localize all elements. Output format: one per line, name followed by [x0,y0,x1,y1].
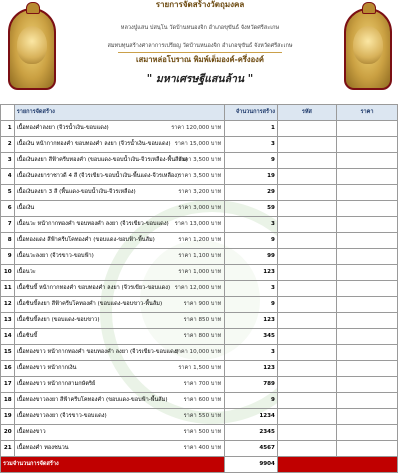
row-item [14,345,225,361]
row-number: 21 [1,441,15,457]
row-price: ราคา 1,200 บาท [178,237,222,243]
row-code-cell [277,265,336,281]
total-spacer [277,457,397,473]
row-item-name: เนื้อชินขี้ลงยา สีฟ้าครีบโคทองคำ (ขอบแดง-ขอบขาว-พื้นส้ม) [16,301,163,307]
row-quantity: 123 [225,361,278,377]
row-code-cell [277,345,336,361]
row-code-cell [277,313,336,329]
column-header-quantity: จำนวนการสร้าง [225,105,278,121]
row-item [14,377,225,393]
row-item-name: เนื้อเงินลงยา 3 สี (พื้นแดง-ขอบน้ำเงิน-จีวรเหลือง) [16,189,136,195]
table-row [1,281,398,297]
row-code-cell [277,233,336,249]
row-price: ราคา 850 บาท [183,317,222,323]
row-number: 4 [1,169,15,185]
row-price: ราคา 120,000 บาท [171,125,222,131]
row-item [14,441,225,457]
row-item [14,313,225,329]
row-code-cell [277,137,336,153]
row-number: 17 [1,377,15,393]
row-item [14,409,225,425]
row-number: 20 [1,425,15,441]
table-row [1,441,398,457]
row-number: 2 [1,137,15,153]
amulet-name: เสมาหล่อโบราณ พิมพ์เต็มองค์-ครึ่งองค์ [136,55,264,64]
row-quantity: 4567 [225,441,278,457]
row-number: 14 [1,329,15,345]
row-code-cell [277,249,336,265]
row-quantity: 9 [225,297,278,313]
row-price-cell [336,233,397,249]
row-code-cell [277,169,336,185]
row-price: ราคา 500 บาท [183,429,222,435]
row-code-cell [277,409,336,425]
row-price: ราคา 800 บาท [183,333,222,339]
row-price: ราคา 3,000 บาท [178,205,222,211]
row-price-cell [336,201,397,217]
poster-header [0,0,400,102]
poster-title: รายการจัดสร้างวัตถุมงคล [155,0,245,9]
row-item-name: เนื้อเงินลงยา สีฟ้าครีบทองคำ (ขอบแดง-ขอบน้ำเงิน-จีวรเหลือง-พื้นสีส้ม) [16,157,188,163]
row-price: ราคา 3,500 บาท [178,173,222,179]
row-item [14,249,225,265]
row-item-name: เนื้อชินขี้ [16,333,38,339]
row-quantity: 29 [225,185,278,201]
row-item-name: เนื้อทองขาว หน้ากากเงิน [16,365,77,371]
row-number: 10 [1,265,15,281]
row-price-cell [336,329,397,345]
row-price-cell [336,281,397,297]
row-item-name: เนื้อทองขาว หน้ากากทองคำ ขอบทองคำ ลงยา (จีวรเขียว-ขอบแดง) [16,349,179,355]
row-number: 8 [1,233,15,249]
header-divider [118,52,282,53]
row-quantity: 3 [225,217,278,233]
row-code-cell [277,201,336,217]
row-price: ราคา 1,500 บาท [178,365,222,371]
row-number: 13 [1,313,15,329]
row-code-cell [277,377,336,393]
row-item-name: เนื้อทองแดง สีฟ้าครีบโคทองคำ (ขอบแดง-ขอบฟ้า-พื้นส้ม) [16,237,155,243]
amulet-slogan: " มหาเศรษฐีแสนล้าน " [146,73,254,85]
temple-line: หลวงปู่แสน ปสนฺโน วัดบ้านหนองจิก อำเภอขุขันธ์ จังหวัดศรีสะเกษ [120,25,280,31]
row-quantity: 2345 [225,425,278,441]
row-code-cell [277,297,336,313]
row-code-cell [277,329,336,345]
row-code-cell [277,425,336,441]
total-label: รวมจำนวนการจัดสร้าง [1,457,225,473]
production-table [0,104,398,473]
row-item [14,361,225,377]
column-header-number [1,105,15,121]
table-row [1,313,398,329]
row-price-cell [336,361,397,377]
row-number: 9 [1,249,15,265]
row-item [14,201,225,217]
total-row [1,457,398,473]
row-quantity: 789 [225,377,278,393]
row-price-cell [336,441,397,457]
table-row [1,217,398,233]
row-code-cell [277,153,336,169]
row-price-cell [336,153,397,169]
row-quantity: 9 [225,153,278,169]
row-item-name: เนื้อนวะลงยา (จีวรขาว-ขอบฟ้า) [16,253,94,259]
row-price: ราคา 13,000 บาท [174,221,222,227]
row-item [14,297,225,313]
row-number: 6 [1,201,15,217]
row-item-name: เนื้อทองขาว หน้ากากสามกษัตริย์ [16,381,96,387]
row-item [14,169,225,185]
row-item [14,153,225,169]
table-header-row [1,105,398,121]
row-item-name: เนื้อทองขาวลงยา สีฟ้าครีบโคทองคำ (ขอบแดง-ขอบฟ้า-พื้นส้ม) [16,397,168,403]
row-price: ราคา 3,200 บาท [178,189,222,195]
row-price-cell [336,425,397,441]
row-item [14,281,225,297]
row-item [14,329,225,345]
table-row [1,185,398,201]
row-item [14,185,225,201]
row-quantity: 1 [225,121,278,137]
row-number: 12 [1,297,15,313]
row-quantity: 9 [225,233,278,249]
row-item-name: เนื้อทองคำ ทองชนวน [16,445,69,451]
row-price: ราคา 400 บาท [183,445,222,451]
table-row [1,329,398,345]
row-number: 11 [1,281,15,297]
column-header-code: รหัส [277,105,336,121]
row-number: 1 [1,121,15,137]
row-price-cell [336,265,397,281]
row-code-cell [277,281,336,297]
table-row [1,361,398,377]
row-quantity: 99 [225,249,278,265]
row-code-cell [277,361,336,377]
table-row [1,201,398,217]
row-quantity: 1234 [225,409,278,425]
row-number: 15 [1,345,15,361]
row-item [14,425,225,441]
row-number: 19 [1,409,15,425]
row-price: ราคา 15,000 บาท [174,141,222,147]
amulet-image-right [340,2,396,94]
table-row [1,169,398,185]
row-item [14,393,225,409]
row-price-cell [336,313,397,329]
row-item-name: เนื้อชินขี้ หน้ากากทองคำ ขอบทองคำ ลงยา (จีวรเขียว-ขอบแดง) [16,285,171,291]
row-price: ราคา 900 บาท [183,301,222,307]
row-price-cell [336,409,397,425]
row-price: ราคา 3,500 บาท [178,157,222,163]
row-price-cell [336,217,397,233]
row-item-name: เนื้อชินขี้ลงยา (ขอบแดง-ขอบขาว) [16,317,100,323]
row-price-cell [336,169,397,185]
row-price: ราคา 700 บาท [183,381,222,387]
row-price-cell [336,297,397,313]
purpose-line: สมทบทุนสร้างศาลาการเปรียญ วัดบ้านหนองจิก อำเภอขุขันธ์ จังหวัดศรีสะเกษ [107,43,293,49]
table-row [1,297,398,313]
row-quantity: 123 [225,265,278,281]
row-price-cell [336,249,397,265]
row-item-name: เนื้อเงินลงยาราชาวดี 4 สี (จีวรเขียว-ขอบน้ำเงิน-พื้นแดง-จีวรเหลือง) [16,173,180,179]
row-price-cell [336,185,397,201]
row-price: ราคา 1,100 บาท [178,253,222,259]
column-header-item: รายการจัดสร้าง [14,105,225,121]
row-number: 18 [1,393,15,409]
row-price: ราคา 10,000 บาท [174,349,222,355]
row-number: 3 [1,153,15,169]
row-item-name: เนื้อนวะ [16,269,36,275]
table-row [1,153,398,169]
amulet-image-left [4,2,60,94]
row-quantity: 19 [225,169,278,185]
row-quantity: 59 [225,201,278,217]
table-row [1,121,398,137]
table-row [1,409,398,425]
row-price-cell [336,121,397,137]
row-price: ราคา 550 บาท [183,413,222,419]
row-code-cell [277,185,336,201]
row-item [14,137,225,153]
row-quantity: 3 [225,137,278,153]
column-header-price: ราคา [336,105,397,121]
row-price-cell [336,377,397,393]
row-price-cell [336,137,397,153]
row-price: ราคา 600 บาท [183,397,222,403]
row-quantity: 345 [225,329,278,345]
row-number: 16 [1,361,15,377]
row-price: ราคา 12,000 บาท [174,285,222,291]
row-code-cell [277,393,336,409]
row-item [14,217,225,233]
table-row [1,233,398,249]
row-quantity: 9 [225,393,278,409]
row-code-cell [277,217,336,233]
row-item-name: เนื้อทองคำลงยา (จีวรน้ำเงิน-ขอบแดง) [16,125,109,131]
table-row [1,377,398,393]
table-row [1,345,398,361]
row-price-cell [336,393,397,409]
table-row [1,425,398,441]
row-code-cell [277,441,336,457]
total-value: 9904 [225,457,278,473]
table-row [1,137,398,153]
table-row [1,265,398,281]
row-item-name: เนื้อทองขาวลงยา (จีวรขาว-ขอบแดง) [16,413,107,419]
row-item-name: เนื้อเงิน [16,205,35,211]
table-row [1,393,398,409]
row-price: ราคา 1,000 บาท [178,269,222,275]
row-number: 7 [1,217,15,233]
row-item-name: เนื้อเงิน หน้ากากทองคำ ขอบทองคำ ลงยา (จีวรน้ำเงิน-ขอบแดง) [16,141,171,147]
row-item [14,265,225,281]
row-price-cell [336,345,397,361]
row-item [14,233,225,249]
row-item-name: เนื้อนวะ หน้ากากทองคำ ขอบทองคำ ลงยา (จีวรเขียว-ขอบแดง) [16,221,169,227]
row-quantity: 3 [225,345,278,361]
row-number: 5 [1,185,15,201]
row-item-name: เนื้อทองขาว [16,429,46,435]
row-code-cell [277,121,336,137]
row-quantity: 123 [225,313,278,329]
row-quantity: 3 [225,281,278,297]
row-item [14,121,225,137]
table-row [1,249,398,265]
